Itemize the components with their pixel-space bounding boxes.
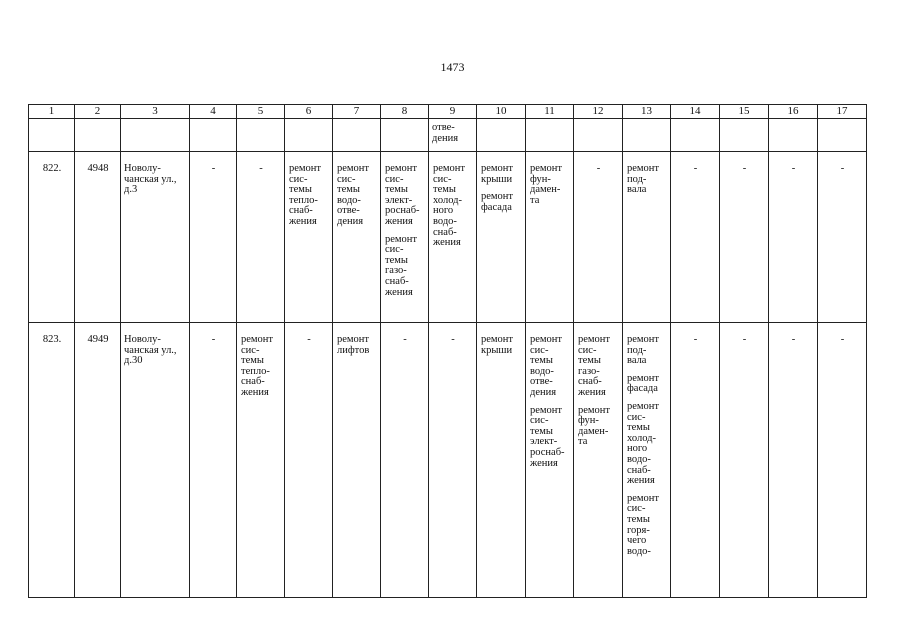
column-header: 2 bbox=[75, 105, 121, 119]
work-list bbox=[285, 323, 332, 346]
column-header: 16 bbox=[769, 105, 818, 119]
column-header: 13 bbox=[623, 105, 671, 119]
work-cell bbox=[574, 152, 623, 323]
work-list bbox=[381, 323, 428, 346]
work-item: ремонт фасада bbox=[627, 372, 660, 395]
table-cell bbox=[671, 119, 720, 152]
building-id: 4948 bbox=[87, 163, 109, 174]
work-item: ремонт фун- дамен- та bbox=[530, 163, 563, 206]
work-item: ремонт сис- темы тепло- снаб- жения bbox=[289, 163, 322, 227]
work-list bbox=[429, 152, 476, 249]
address: Новолу- чанская ул., д.30 bbox=[124, 334, 177, 367]
work-item: ремонт под- вала bbox=[627, 334, 660, 367]
column-header: 7 bbox=[333, 105, 381, 119]
column-header: 5 bbox=[237, 105, 285, 119]
work-list bbox=[574, 323, 622, 448]
table-cell bbox=[121, 119, 190, 152]
work-list bbox=[526, 152, 573, 206]
work-list bbox=[333, 152, 380, 228]
table-cell bbox=[29, 119, 75, 152]
empty-mark: - bbox=[791, 163, 796, 174]
row-number: 822. bbox=[42, 163, 62, 174]
empty-mark: - bbox=[840, 334, 845, 345]
work-item: ремонт крыши bbox=[481, 163, 514, 185]
work-cell bbox=[671, 152, 720, 323]
table-cell bbox=[769, 119, 818, 152]
column-header: 8 bbox=[381, 105, 429, 119]
work-list bbox=[429, 323, 476, 346]
table-cell bbox=[720, 119, 769, 152]
table-cell bbox=[526, 119, 574, 152]
work-list bbox=[720, 323, 768, 346]
work-list bbox=[574, 152, 622, 175]
table-cell bbox=[285, 119, 333, 152]
work-cell bbox=[720, 323, 769, 598]
work-item: ремонт сис- темы горя- чего водо- bbox=[627, 492, 660, 557]
work-cell bbox=[381, 152, 429, 323]
column-header: 14 bbox=[671, 105, 720, 119]
table-row bbox=[29, 152, 867, 323]
work-list bbox=[333, 323, 380, 356]
work-list bbox=[623, 323, 670, 557]
work-item: ремонт сис- темы водо- отве- дения bbox=[337, 163, 370, 227]
work-cell bbox=[190, 323, 237, 598]
empty-mark: - bbox=[307, 334, 311, 345]
work-list bbox=[720, 152, 768, 175]
column-header: 4 bbox=[190, 105, 237, 119]
row-number: 823. bbox=[42, 334, 62, 345]
work-list bbox=[671, 152, 719, 175]
table-cell bbox=[237, 119, 285, 152]
work-list bbox=[285, 152, 332, 228]
work-cell bbox=[237, 152, 285, 323]
work-item: ремонт под- вала bbox=[627, 163, 660, 196]
work-list bbox=[818, 323, 866, 346]
work-item: ремонт сис- темы тепло- снаб- жения bbox=[241, 334, 274, 398]
column-header: 1 bbox=[29, 105, 75, 119]
work-cell bbox=[429, 323, 477, 598]
row-number-cell bbox=[29, 323, 75, 598]
table-cell bbox=[477, 119, 526, 152]
column-number-row bbox=[29, 105, 867, 119]
building-id-cell bbox=[75, 152, 121, 323]
empty-mark: - bbox=[211, 163, 216, 174]
column-header: 15 bbox=[720, 105, 769, 119]
empty-mark: - bbox=[742, 163, 747, 174]
work-cell bbox=[285, 323, 333, 598]
empty-mark: - bbox=[742, 334, 747, 345]
work-cell bbox=[477, 152, 526, 323]
empty-mark: - bbox=[596, 163, 601, 174]
work-list bbox=[477, 323, 525, 356]
work-cell bbox=[818, 323, 867, 598]
work-list bbox=[190, 323, 236, 346]
continuation-row bbox=[29, 119, 867, 152]
table-row bbox=[29, 323, 867, 598]
work-cell bbox=[818, 152, 867, 323]
cell-text: отве- дения bbox=[432, 122, 459, 144]
empty-mark: - bbox=[791, 334, 796, 345]
work-list bbox=[526, 323, 573, 469]
work-cell bbox=[623, 152, 671, 323]
work-item: ремонт сис- темы холод- ного водо- снаб- жения bbox=[433, 163, 466, 249]
work-item: ремонт сис- темы газо- снаб- жения bbox=[385, 233, 418, 298]
work-list bbox=[769, 323, 817, 346]
work-item: ремонт крыши bbox=[481, 334, 514, 356]
work-cell bbox=[381, 323, 429, 598]
work-cell bbox=[526, 152, 574, 323]
column-header: 6 bbox=[285, 105, 333, 119]
work-item: ремонт сис- темы элект- роснаб- жения bbox=[530, 404, 565, 469]
empty-mark: - bbox=[403, 334, 407, 345]
repair-schedule-table bbox=[28, 104, 867, 598]
work-list bbox=[190, 152, 236, 175]
table-cell bbox=[381, 119, 429, 152]
column-header: 9 bbox=[429, 105, 477, 119]
work-item: ремонт сис- темы газо- снаб- жения bbox=[578, 334, 611, 398]
work-cell bbox=[769, 152, 818, 323]
address-cell bbox=[121, 152, 190, 323]
empty-mark: - bbox=[211, 334, 216, 345]
empty-mark: - bbox=[451, 334, 455, 345]
empty-mark: - bbox=[693, 163, 698, 174]
work-cell bbox=[623, 323, 671, 598]
work-cell bbox=[526, 323, 574, 598]
work-item: ремонт сис- темы водо- отве- дения bbox=[530, 334, 563, 398]
page-number: 1473 bbox=[440, 60, 465, 74]
empty-mark: - bbox=[840, 163, 845, 174]
work-cell bbox=[574, 323, 623, 598]
column-header: 3 bbox=[121, 105, 190, 119]
work-cell bbox=[720, 152, 769, 323]
work-cell bbox=[671, 323, 720, 598]
table-cell bbox=[333, 119, 381, 152]
address: Новолу- чанская ул., д.3 bbox=[124, 163, 177, 196]
work-cell bbox=[333, 323, 381, 598]
column-header: 17 bbox=[818, 105, 867, 119]
work-cell bbox=[477, 323, 526, 598]
work-list bbox=[671, 323, 719, 346]
table-cell bbox=[818, 119, 867, 152]
column-header: 12 bbox=[574, 105, 623, 119]
column-header: 10 bbox=[477, 105, 526, 119]
building-id: 4949 bbox=[87, 334, 109, 345]
work-item: ремонт лифтов bbox=[337, 334, 370, 356]
table-cell bbox=[429, 119, 477, 152]
column-header: 11 bbox=[526, 105, 574, 119]
work-list bbox=[237, 323, 284, 399]
work-cell bbox=[237, 323, 285, 598]
work-list bbox=[769, 152, 817, 175]
table-cell bbox=[190, 119, 237, 152]
work-item: ремонт фасада bbox=[481, 191, 514, 213]
work-cell bbox=[190, 152, 237, 323]
table-cell bbox=[574, 119, 623, 152]
row-number-cell bbox=[29, 152, 75, 323]
work-cell bbox=[333, 152, 381, 323]
work-list bbox=[818, 152, 866, 175]
work-cell bbox=[769, 323, 818, 598]
work-cell bbox=[429, 152, 477, 323]
work-list bbox=[381, 152, 428, 298]
empty-mark: - bbox=[693, 334, 698, 345]
work-item: ремонт сис- темы холод- ного водо- снаб- жения bbox=[627, 400, 660, 487]
work-list bbox=[623, 152, 670, 196]
work-list bbox=[477, 152, 525, 213]
address-cell bbox=[121, 323, 190, 598]
work-item: ремонт сис- темы элект- роснаб- жения bbox=[385, 163, 420, 227]
empty-mark: - bbox=[259, 163, 263, 174]
work-list bbox=[237, 152, 284, 175]
table-cell bbox=[75, 119, 121, 152]
work-item: ремонт фун- дамен- та bbox=[578, 404, 611, 448]
table-cell bbox=[623, 119, 671, 152]
work-cell bbox=[285, 152, 333, 323]
building-id-cell bbox=[75, 323, 121, 598]
